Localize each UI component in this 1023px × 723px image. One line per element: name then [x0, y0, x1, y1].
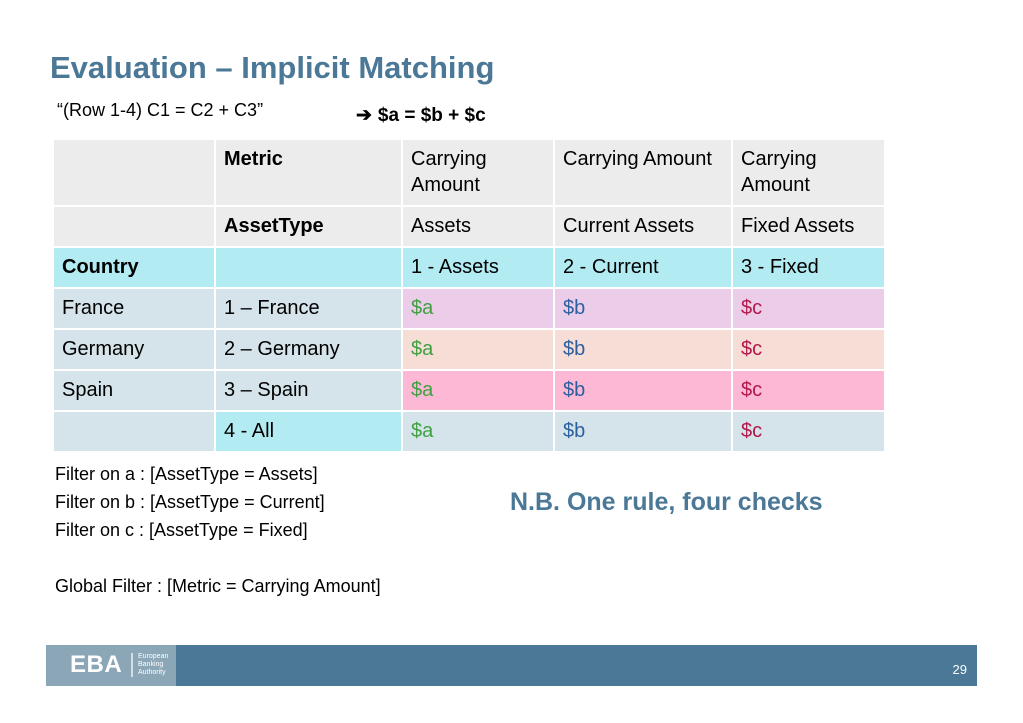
table-cell: 3 - Fixed: [732, 247, 885, 288]
table-cell: $c: [732, 411, 885, 452]
table-cell: Carrying Amount: [554, 139, 732, 206]
table-cell: France: [53, 288, 215, 329]
filter-c: Filter on c : [AssetType = Fixed]: [55, 520, 308, 540]
logo-divider: [131, 653, 133, 677]
table-cell: Spain: [53, 370, 215, 411]
table-row-france: [53, 288, 885, 329]
table-cell: 1 – France: [215, 288, 402, 329]
table-cell: Metric: [215, 139, 402, 206]
table-row-assettype: [53, 206, 885, 247]
table-cell: AssetType: [215, 206, 402, 247]
table-cell: Germany: [53, 329, 215, 370]
table-cell: Country: [53, 247, 215, 288]
global-filter: Global Filter : [Metric = Carrying Amount]: [55, 576, 381, 596]
table-cell: [215, 247, 402, 288]
table-cell: 2 – Germany: [215, 329, 402, 370]
table-cell: Fixed Assets: [732, 206, 885, 247]
logo-text: EBA: [70, 651, 123, 678]
table-cell: $a: [402, 288, 554, 329]
table-cell: Carrying Amount: [732, 139, 885, 206]
table-cell: $b: [554, 329, 732, 370]
page-number: 29: [952, 662, 967, 677]
filter-a: Filter on a : [AssetType = Assets]: [55, 464, 318, 484]
table-cell: Carrying Amount: [402, 139, 554, 206]
table-cell: $a: [402, 370, 554, 411]
table-cell: Assets: [402, 206, 554, 247]
table-cell: 3 – Spain: [215, 370, 402, 411]
table-cell: 2 - Current: [554, 247, 732, 288]
table-cell: $b: [554, 288, 732, 329]
table-cell: $a: [402, 411, 554, 452]
spacer: [55, 544, 381, 572]
table-row-metric: [53, 139, 885, 206]
table-cell: $a: [402, 329, 554, 370]
eba-logo: [46, 645, 176, 686]
org-line: Authority: [138, 669, 166, 676]
table-cell: Current Assets: [554, 206, 732, 247]
formula-text: $a = $b + $c: [377, 105, 486, 126]
table-cell: $c: [732, 370, 885, 411]
filter-b: Filter on b : [AssetType = Current]: [55, 492, 325, 512]
org-line: Banking: [138, 661, 164, 668]
table-row-germany: [53, 329, 885, 370]
table-cell: [53, 411, 215, 452]
table-cell: $b: [554, 370, 732, 411]
org-line: European: [138, 653, 169, 660]
filter-list: [55, 460, 381, 600]
footer-bar: [46, 645, 977, 686]
table-cell: $b: [554, 411, 732, 452]
formula: [356, 104, 486, 127]
table-cell: 4 - All: [215, 411, 402, 452]
table-cell: $c: [732, 288, 885, 329]
slide-title: Evaluation – Implicit Matching: [50, 50, 495, 85]
rule-expression: “(Row 1-4) C1 = C2 + C3”: [57, 100, 264, 120]
table-cell: [53, 206, 215, 247]
table-cell: [53, 139, 215, 206]
matching-table: [52, 138, 886, 453]
arrow-right-icon: ➔: [356, 105, 372, 126]
table-cell: $c: [732, 329, 885, 370]
table-cell: 1 - Assets: [402, 247, 554, 288]
table-row-spain: [53, 370, 885, 411]
table-row-all: [53, 411, 885, 452]
logo-org-name: [138, 653, 168, 677]
table-row-country: [53, 247, 885, 288]
note: N.B. One rule, four checks: [510, 488, 823, 516]
